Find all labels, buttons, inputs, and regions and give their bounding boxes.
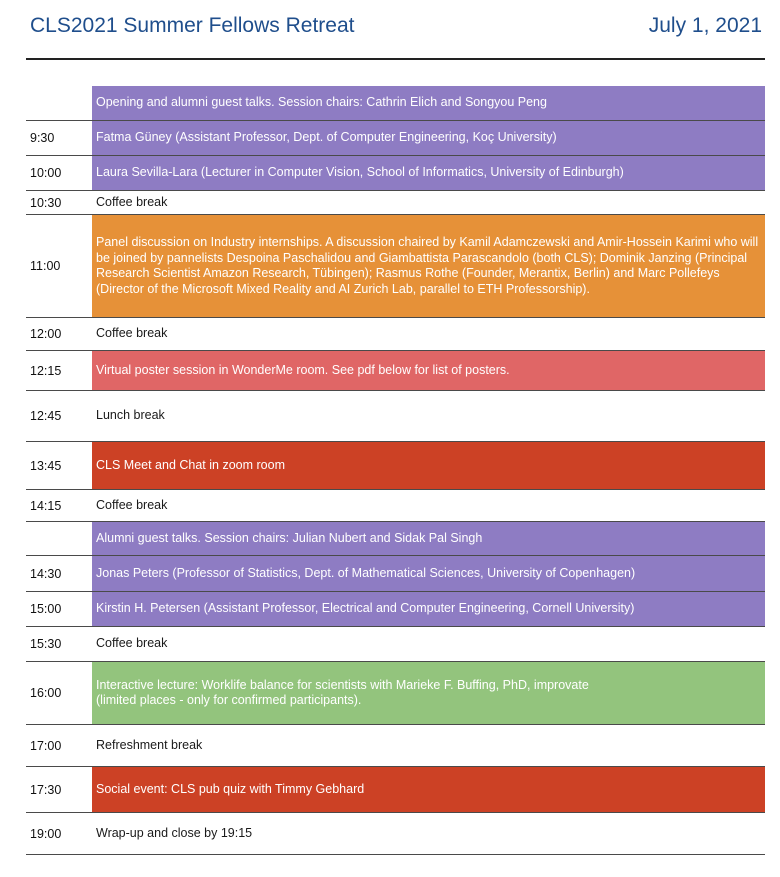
- schedule-row: [26, 442, 765, 490]
- event-date: July 1, 2021: [648, 14, 762, 37]
- schedule-row: [26, 767, 765, 813]
- schedule-row: [26, 391, 765, 442]
- row-event: Social event: CLS pub quiz with Timmy Gebhard: [92, 767, 765, 812]
- schedule-row: [26, 592, 765, 627]
- page-header: [0, 0, 780, 60]
- row-event: Coffee break: [96, 636, 168, 651]
- row-time: [30, 86, 90, 120]
- row-time: 14:30: [30, 566, 62, 581]
- row-event: Virtual poster session in WonderMe room. See pdf below for list of posters.: [92, 351, 765, 390]
- row-event: Interactive lecture: Worklife balance for scientists with Marieke F. Buffing, PhD, improvate (limited places - only for confirmed participants).: [92, 662, 765, 724]
- row-time: 16:00: [30, 686, 62, 700]
- row-time: 15:00: [30, 602, 62, 616]
- row-event: Opening and alumni guest talks. Session chairs: Cathrin Elich and Songyou Peng: [92, 86, 765, 120]
- row-event: Kirstin H. Petersen (Assistant Professor, Electrical and Computer Engineering, Cornell University): [92, 592, 765, 626]
- row-event: Coffee break: [96, 497, 168, 512]
- schedule-row: [26, 156, 765, 191]
- schedule-table: [26, 86, 765, 855]
- row-time: 12:45: [30, 409, 62, 423]
- schedule-row: [26, 215, 765, 318]
- schedule-row: [26, 725, 765, 767]
- row-event: Panel discussion on Industry internships. A discussion chaired by Kamil Adamczewski and Amir-Hossein Karimi who will be joined by pannelists Despoina Paschalidou and Giambattista Parascandolo (both CLS); Dominik Janzing (Principal Research Scientist Amazon Research, Tübingen); Rasmus Rothe (Founder, Merantix, Berlin) and Marc Pollefeys (Director of the Microsoft Mixed Reality and AI Zurich Lab, parallel to ETH Professorship).: [92, 215, 765, 317]
- row-event: Wrap-up and close by 19:15: [96, 825, 253, 840]
- row-event: Jonas Peters (Professor of Statistics, Dept. of Mathematical Sciences, University of Copenhagen): [92, 556, 765, 591]
- page-title: CLS2021 Summer Fellows Retreat: [30, 14, 355, 37]
- row-event: Coffee break: [96, 194, 168, 209]
- row-time: 15:30: [30, 637, 62, 651]
- row-time: 19:00: [30, 826, 62, 841]
- row-event: Laura Sevilla-Lara (Lecturer in Computer Vision, School of Informatics, University of Edinburgh): [92, 156, 765, 190]
- row-time: 13:45: [30, 458, 62, 473]
- row-event: Fatma Güney (Assistant Professor, Dept. of Computer Engineering, Koç University): [92, 121, 765, 155]
- row-time: 11:00: [30, 259, 61, 273]
- schedule-row: [26, 318, 765, 351]
- schedule-row: [26, 522, 765, 556]
- row-time: 12:15: [30, 363, 62, 378]
- row-event: CLS Meet and Chat in zoom room: [92, 442, 765, 489]
- row-time: 14:15: [30, 498, 62, 513]
- row-time: 17:00: [30, 738, 62, 753]
- row-time: 17:30: [30, 782, 62, 797]
- header-divider: [26, 58, 765, 60]
- row-event: Coffee break: [96, 326, 168, 341]
- schedule-row: [26, 191, 765, 215]
- schedule-row: [26, 490, 765, 522]
- row-time: 10:30: [30, 195, 62, 210]
- schedule-row: [26, 86, 765, 121]
- schedule-row: [26, 556, 765, 592]
- schedule-row: [26, 662, 765, 725]
- row-event: Refreshment break: [96, 737, 203, 752]
- row-time: 10:00: [30, 166, 62, 180]
- schedule-row: [26, 121, 765, 156]
- row-time: [30, 522, 90, 555]
- row-time: 12:00: [30, 327, 62, 341]
- row-time: 9:30: [30, 131, 55, 145]
- row-event: Alumni guest talks. Session chairs: Julian Nubert and Sidak Pal Singh: [92, 522, 765, 555]
- row-event: Lunch break: [96, 408, 165, 423]
- schedule-row: [26, 813, 765, 855]
- schedule-row: [26, 627, 765, 662]
- schedule-row: [26, 351, 765, 391]
